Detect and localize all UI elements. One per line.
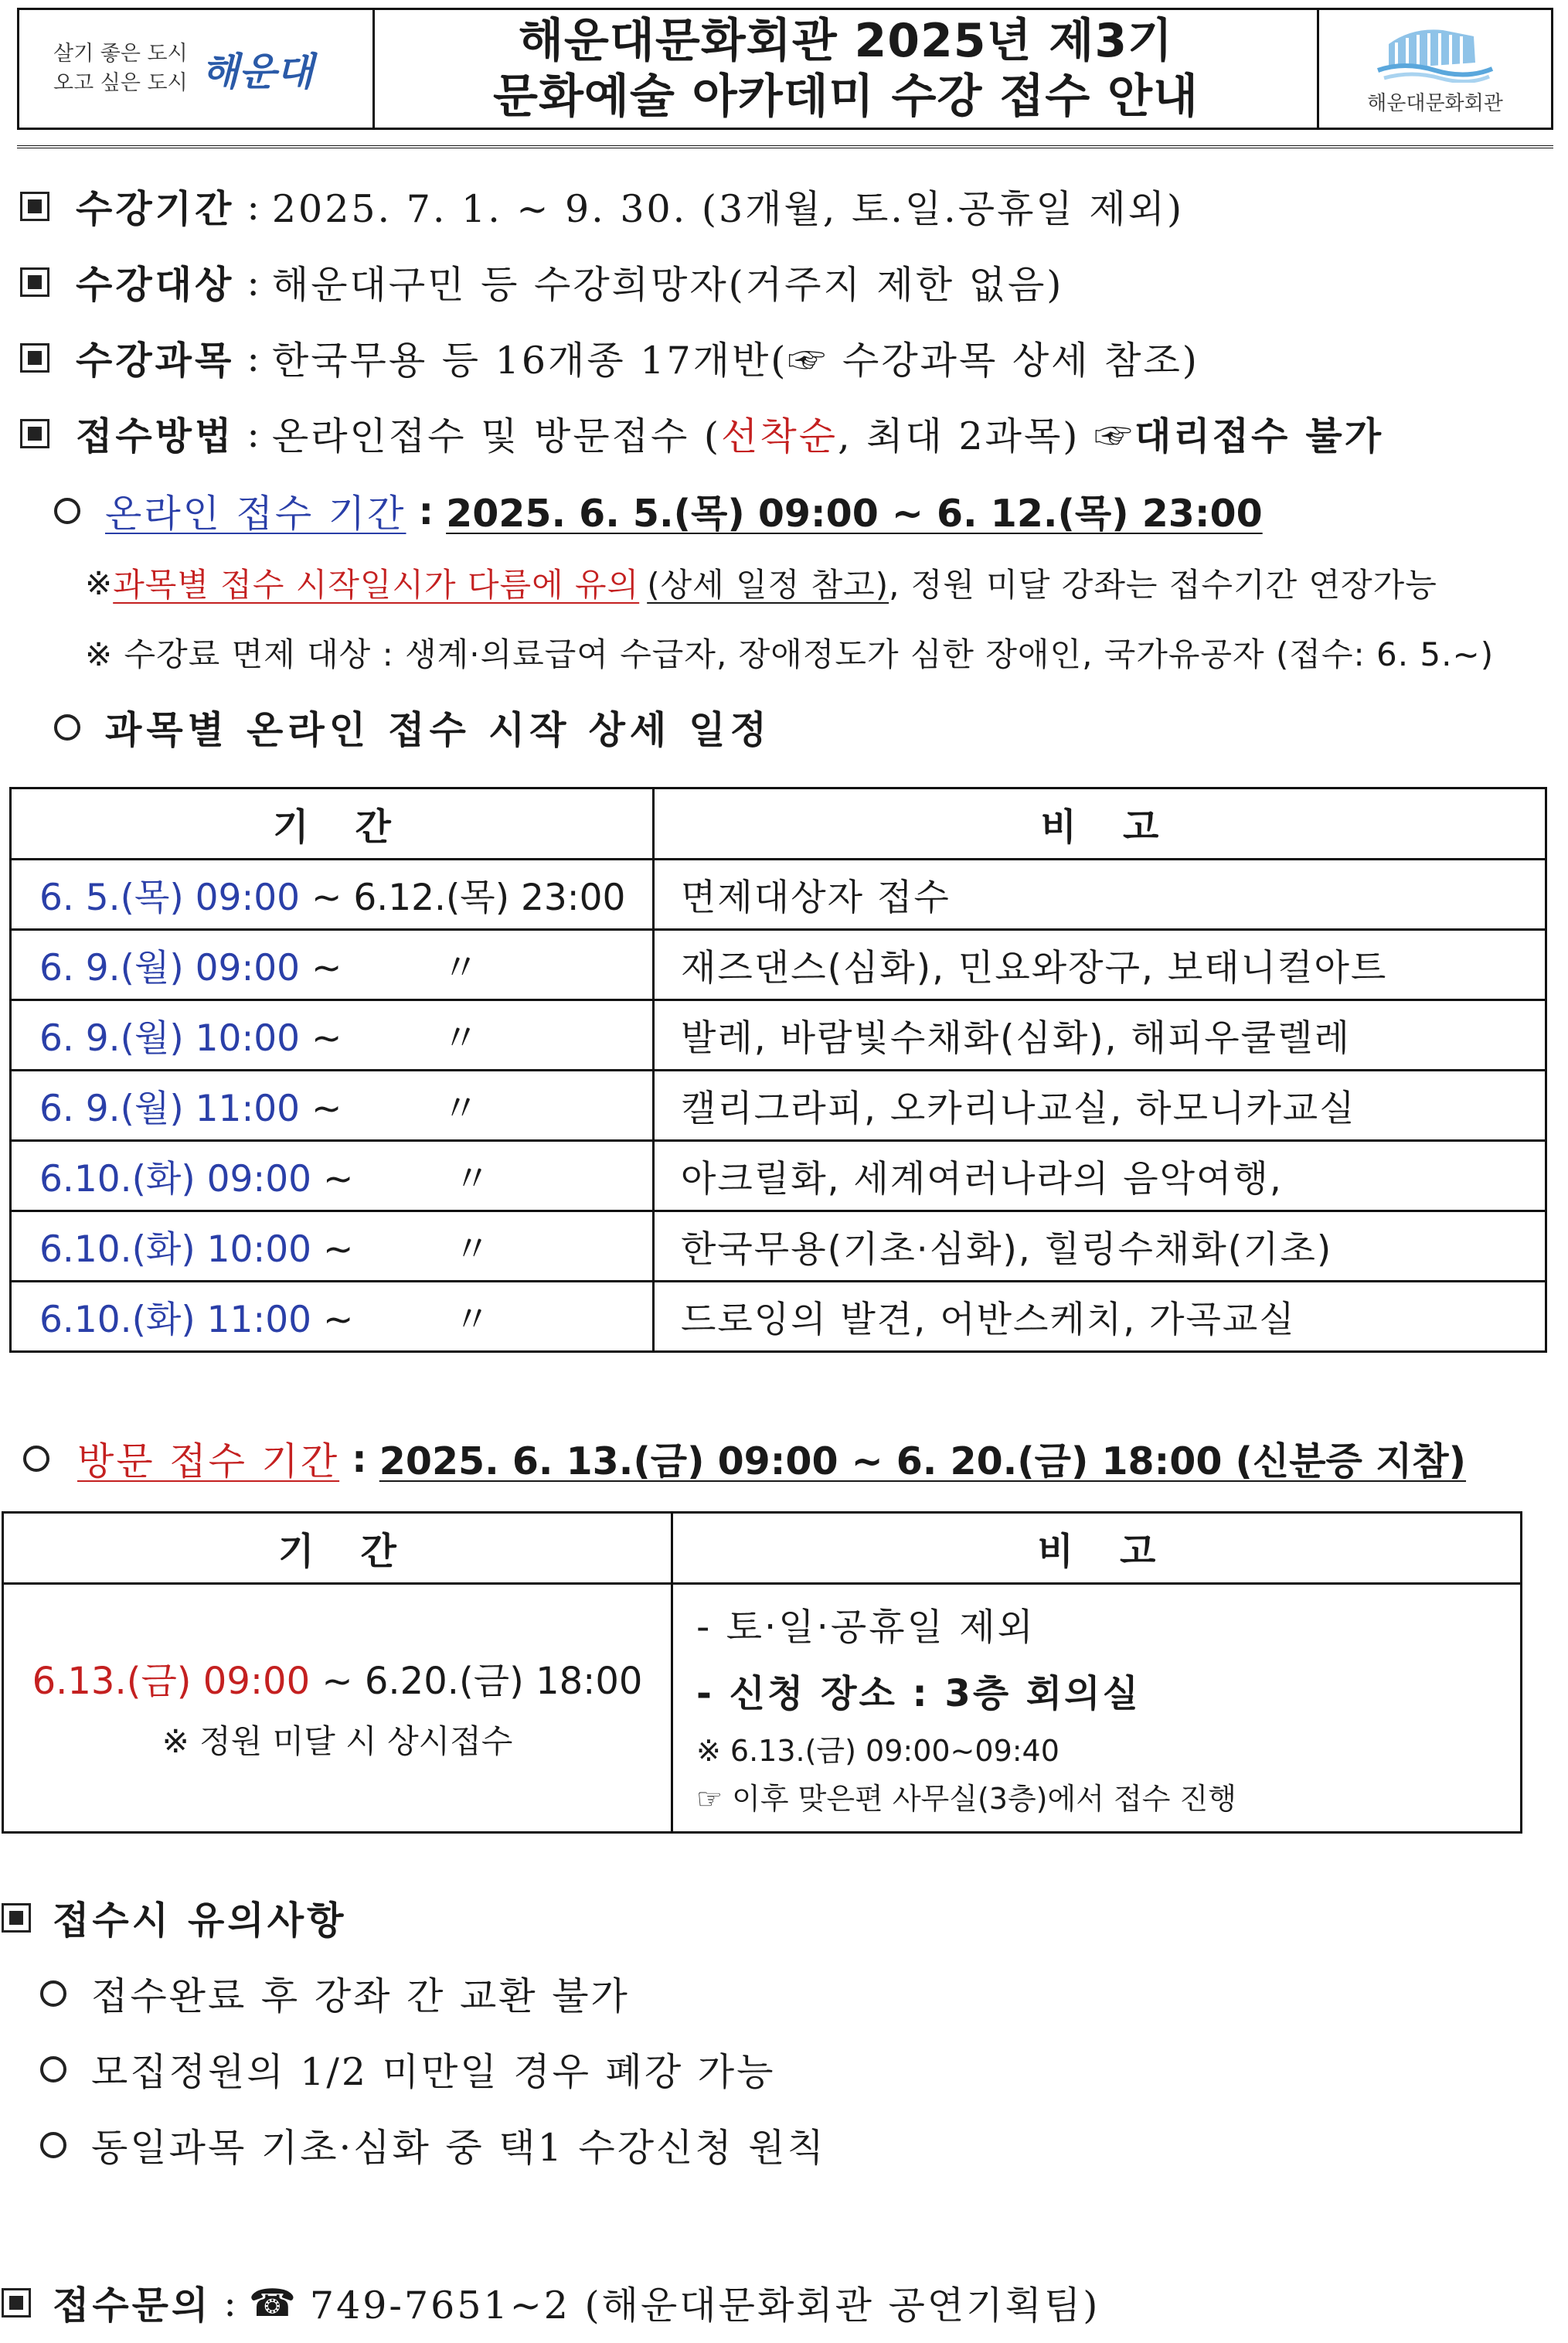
row-period-end: ~: [323, 1157, 354, 1200]
cautions-heading: [2, 1891, 346, 1945]
info-value: 한국무용 등 16개종 17개반(☞ 수강과목 상세 참조): [271, 339, 1199, 383]
table-row: [11, 1071, 1546, 1141]
visit-remark-2: - 신청 장소 : 3층 회의실: [696, 1671, 1141, 1715]
circle-bullet-icon: [40, 1980, 66, 2007]
no-proxy-text: 대리접수 불가: [1134, 414, 1384, 458]
row-period-start: 6.10.(화) 10:00: [39, 1228, 312, 1271]
slogan-line-1: 살기 좋은 도시: [53, 42, 188, 66]
ditto-mark: 〃: [454, 1157, 491, 1200]
row-period-end: ~: [323, 1228, 354, 1271]
table-row: [3, 1584, 1522, 1833]
row-period-start: 6. 9.(월) 09:00: [39, 946, 301, 989]
row-period-start: 6.10.(화) 11:00: [39, 1298, 312, 1341]
first-come-text: 선착순: [721, 414, 838, 458]
row-remark: 아크릴화, 세계여러나라의 음악여행,: [654, 1141, 1546, 1211]
visit-period-label: 방문 접수 기간: [77, 1439, 340, 1483]
col-period: 기간: [3, 1513, 672, 1584]
list-item: [40, 2042, 775, 2096]
note-rest: , 정원 미달 강좌는 접수기간 연장가능: [889, 566, 1437, 604]
city-slogan: [53, 39, 188, 98]
info-period: 수강기간 : 2025. 7. 1. ~ 9. 30. (3개월, 토.일.공휴일 제외): [20, 179, 1184, 233]
table-row: [11, 1282, 1546, 1352]
square-bullet-icon: [20, 419, 49, 448]
table-row: [11, 1141, 1546, 1211]
square-bullet-icon: [20, 192, 49, 221]
row-period-end: ~: [311, 1017, 342, 1060]
info-label: 접수방법: [76, 414, 235, 458]
square-bullet-icon: [2, 1903, 31, 1933]
table-row: [11, 1000, 1546, 1071]
row-period-end: ~: [311, 946, 342, 989]
info-method: 접수방법 : 온라인접수 및 방문접수 ( 선착순 , 최대 2과목) ☞ 대리접수 불가: [20, 407, 1383, 461]
list-item: [40, 1967, 630, 2021]
online-note-2: ※ 수강료 면제 대상 : 생계·의료급여 수급자, 장애정도가 심한 장애인, 국가유공자 (접수: 6. 5.~): [85, 635, 1495, 673]
contact-value: 749-7651~2 (해운대문화회관 공연기획팀): [309, 2283, 1100, 2328]
row-remark: 드로잉의 발견, 어반스케치, 가곡교실: [654, 1282, 1546, 1352]
visit-period-note: ※ 정원 미달 시 상시접수: [162, 1721, 513, 1760]
online-schedule-table: [9, 787, 1547, 1353]
row-period-end: ~: [311, 1087, 342, 1130]
ditto-mark: 〃: [442, 946, 479, 989]
contact-line: 접수문의 : ☎ 749-7651~2 (해운대문화회관 공연기획팀): [2, 2276, 1100, 2330]
visit-remark-3: ※ 6.13.(금) 09:00~09:40: [696, 1733, 1060, 1768]
info-label: 수강기간: [76, 186, 235, 231]
visit-remark-4: ☞ 이후 맞은편 사무실(3층)에서 접수 진행: [696, 1781, 1236, 1816]
info-target: 수강대상 : 해운대구민 등 수강희망자(거주지 제한 없음): [20, 255, 1063, 309]
document-header: [17, 8, 1553, 130]
circle-bullet-icon: [54, 498, 80, 524]
row-period-start: 6.10.(화) 09:00: [39, 1157, 312, 1200]
circle-bullet-icon: [54, 714, 80, 741]
culture-hall-logo-icon: [1373, 22, 1497, 83]
title-line-1: 해운대문화회관 2025년 제3기: [518, 14, 1174, 68]
table-row: [11, 860, 1546, 930]
online-period-line: 온라인 접수 기간 : 2025. 6. 5.(목) 09:00 ~ 6. 12.(목) 23:00: [54, 484, 1263, 538]
schedule-heading-text: 과목별 온라인 접수 시작 상세 일정: [105, 707, 771, 752]
hall-logo-box: [1319, 10, 1551, 128]
visit-remark-1: - 토·일·공휴일 제외: [696, 1605, 1036, 1649]
row-period-start: 6. 5.(목) 09:00: [39, 876, 301, 919]
title-line-2: 문화예술 아카데미 수강 접수 안내: [493, 70, 1199, 124]
info-label: 수강대상: [76, 262, 235, 307]
table-row: [11, 930, 1546, 1000]
visit-period-line: 방문 접수 기간 : 2025. 6. 13.(금) 09:00 ~ 6. 20.(금) 18:00 (신분증 지참): [23, 1432, 1466, 1486]
cautions-heading-text: 접수시 유의사항: [53, 1898, 347, 1943]
haeundae-logo: 해운대: [201, 49, 314, 94]
caution-text: 동일과목 기초·심화 중 택1 수강신청 원칙: [91, 2126, 826, 2170]
ditto-mark: 〃: [454, 1228, 491, 1271]
visit-period-start: 6.13.(금) 09:00: [32, 1659, 311, 1703]
info-subjects: 수강과목 : 한국무용 등 16개종 17개반(☞ 수강과목 상세 참조): [20, 331, 1199, 385]
col-remark: 비고: [654, 788, 1546, 860]
row-period-start: 6. 9.(월) 11:00: [39, 1087, 301, 1130]
square-bullet-icon: [20, 267, 49, 297]
online-note-1: [85, 560, 1437, 606]
row-remark: 발레, 바람빛수채화(심화), 해피우쿨렐레: [654, 1000, 1546, 1071]
row-period-start: 6. 9.(월) 10:00: [39, 1017, 301, 1060]
list-item: [40, 2118, 826, 2172]
table-row: [11, 1211, 1546, 1282]
hall-label: 해운대문화회관: [1367, 91, 1503, 115]
ditto-mark: 〃: [442, 1017, 479, 1060]
visit-schedule-table: [2, 1511, 1522, 1834]
phone-icon: ☎: [248, 2280, 296, 2325]
square-bullet-icon: [20, 343, 49, 373]
ditto-mark: 〃: [454, 1298, 491, 1341]
square-bullet-icon: [2, 2288, 31, 2317]
online-period-label: 온라인 접수 기간: [105, 492, 406, 536]
circle-bullet-icon: [23, 1446, 49, 1472]
ditto-mark: 〃: [442, 1087, 479, 1130]
col-remark: 비고: [672, 1513, 1522, 1584]
note-marker: ※: [85, 564, 114, 602]
visit-period-end: ~ 6.20.(금) 18:00: [321, 1659, 643, 1703]
note-reference: (상세 일정 참고): [647, 566, 889, 604]
info-value: 2025. 7. 1. ~ 9. 30. (3개월, 토.일.공휴일 제외): [271, 187, 1185, 231]
note-red-text: 과목별 접수 시작일시가 다름에 유의: [113, 566, 640, 604]
city-slogan-box: [19, 10, 375, 128]
col-period: 기간: [11, 788, 654, 860]
info-value: 해운대구민 등 수강희망자(거주지 제한 없음): [271, 263, 1064, 307]
slogan-line-2: 오고 싶은 도시: [53, 71, 188, 95]
document-title: [375, 10, 1319, 128]
info-label: 수강과목: [76, 338, 235, 383]
row-period-end: ~ 6.12.(목) 23:00: [311, 876, 626, 919]
row-period-end: ~: [323, 1298, 354, 1341]
contact-label: 접수문의: [53, 2283, 212, 2328]
visit-period-value: 2025. 6. 13.(금) 09:00 ~ 6. 20.(금) 18:00 (신분증 지참): [379, 1439, 1467, 1483]
method-text: 온라인접수 및 방문접수 (: [271, 414, 722, 458]
row-remark: 재즈댄스(심화), 민요와장구, 보태니컬아트: [654, 930, 1546, 1000]
method-text-2: , 최대 2과목) ☞: [838, 414, 1134, 458]
row-remark: 캘리그라피, 오카리나교실, 하모니카교실: [654, 1071, 1546, 1141]
schedule-heading: [54, 700, 771, 754]
circle-bullet-icon: [40, 2056, 66, 2082]
online-period-value: 2025. 6. 5.(목) 09:00 ~ 6. 12.(목) 23:00: [446, 492, 1263, 536]
caution-text: 모집정원의 1/2 미만일 경우 폐강 가능: [91, 2050, 776, 2094]
row-remark: 면제대상자 접수: [654, 860, 1546, 930]
caution-text: 접수완료 후 강좌 간 교환 불가: [91, 1974, 630, 2018]
row-remark: 한국무용(기초·심화), 힐링수채화(기초): [654, 1211, 1546, 1282]
header-divider: [17, 145, 1553, 148]
circle-bullet-icon: [40, 2132, 66, 2158]
